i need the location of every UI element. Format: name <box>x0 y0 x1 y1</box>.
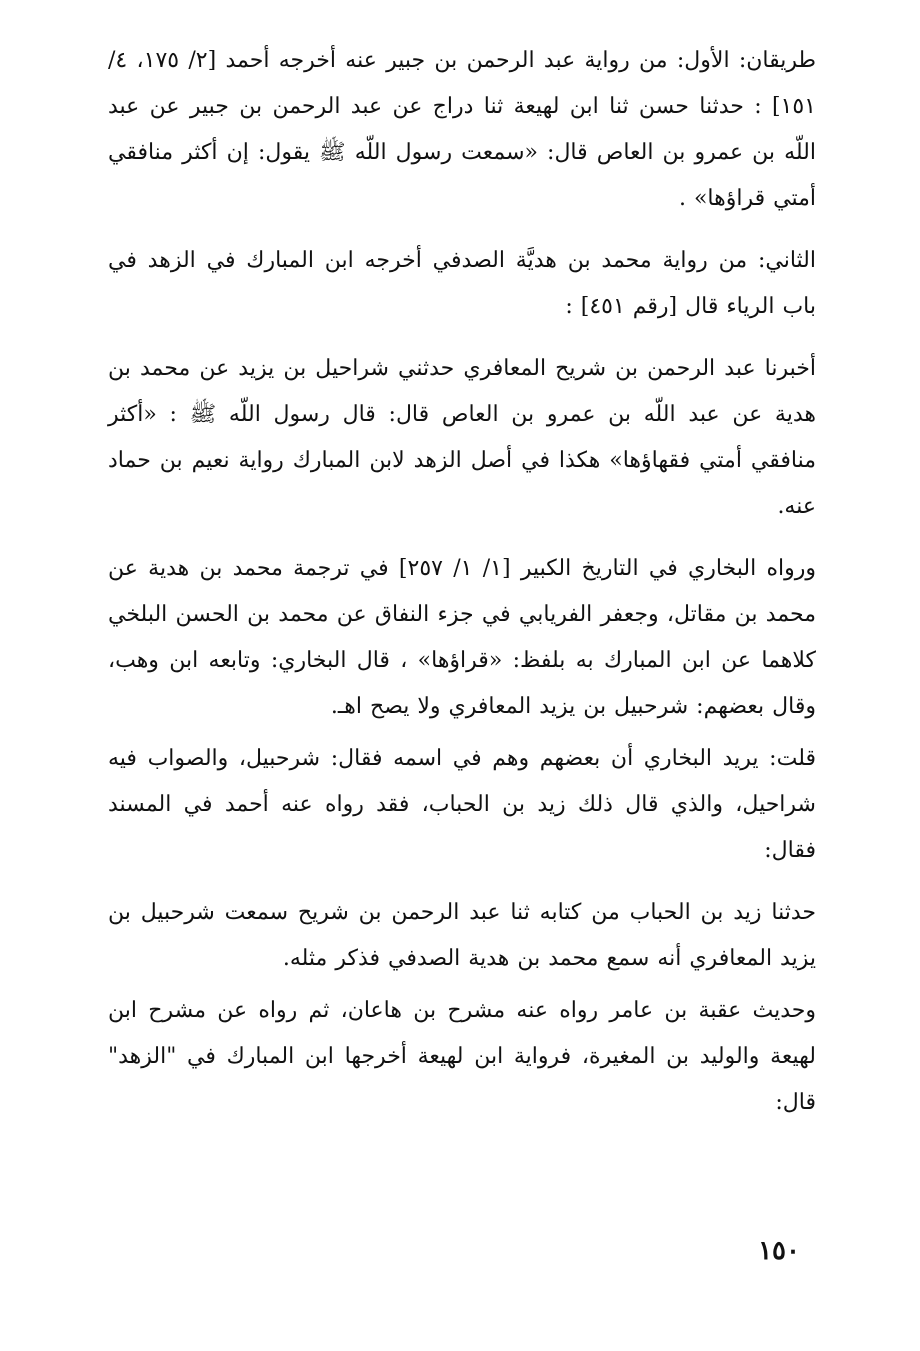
paragraph-second-route: الثاني: من رواية محمد بن هديَّة الصدفي أخرجه ابن المبارك في الزهد في باب الرياء قال [رقم ٤٥١] : <box>108 248 816 319</box>
paragraph-uqba-hadith: وحديث عقبة بن عامر رواه عنه مشرح بن هاعان، ثم رواه عن مشرح ابن لهيعة والوليد بن المغيرة، فرواية ابن لهيعة أخرجها ابن المبارك في "الزهد" قال: <box>108 998 817 1115</box>
paragraph-ibn-mubarak-narration: أخبرنا عبد الرحمن بن شريح المعافري حدثني شراحيل بن يزيد عن محمد بن هدية عن عبد اللّه بن عمرو بن العاص قال: قال رسول اللّه ﷺ : «أكثر منافقي أمتي فقهاؤها» هكذا في أصل الزهد لابن المبارك رواية نعيم بن حماد عنه. <box>108 356 816 519</box>
paragraph-two-routes: طريقان: الأول: من رواية عبد الرحمن بن جبير عنه أخرجه أحمد [٢/ ١٧٥، ٤/ ١٥١] : حدثنا حسن ثنا ابن لهيعة ثنا دراج عن عبد الرحمن بن جبير عن عبد اللّه بن عمرو بن العاص قال: «سمعت رسول اللّه ﷺ يقول: إن أكثر منافقي أمتي قراؤها» . <box>108 48 817 211</box>
paragraph-zayd-narration: حدثنا زيد بن الحباب من كتابه ثنا عبد الرحمن بن شريح سمعت شرحبيل بن يزيد المعافري أنه سمع محمد بن هدية الصدفي فذكر مثله. <box>108 900 816 971</box>
body-text <box>108 38 816 1126</box>
paragraph-author-note: قلت: يريد البخاري أن بعضهم وهم في اسمه فقال: شرحبيل، والصواب فيه شراحيل، والذي قال ذلك زيد بن الحباب، فقد رواه عنه أحمد في المسند فقال: <box>108 746 816 863</box>
paragraph-bukhari-narration: ورواه البخاري في التاريخ الكبير [١/ ١/ ٢٥٧] في ترجمة محمد بن هدية عن محمد بن مقاتل، وجعفر الفريابي في جزء النفاق عن محمد بن الحسن البلخي كلاهما عن ابن المبارك به بلفظ: «قراؤها» ، قال البخاري: وتابعه ابن وهب، وقال بعضهم: شرحبيل بن يزيد المعافري ولا يصح اهـ. <box>108 556 816 719</box>
page-number: ١٥٠ <box>758 1236 800 1266</box>
